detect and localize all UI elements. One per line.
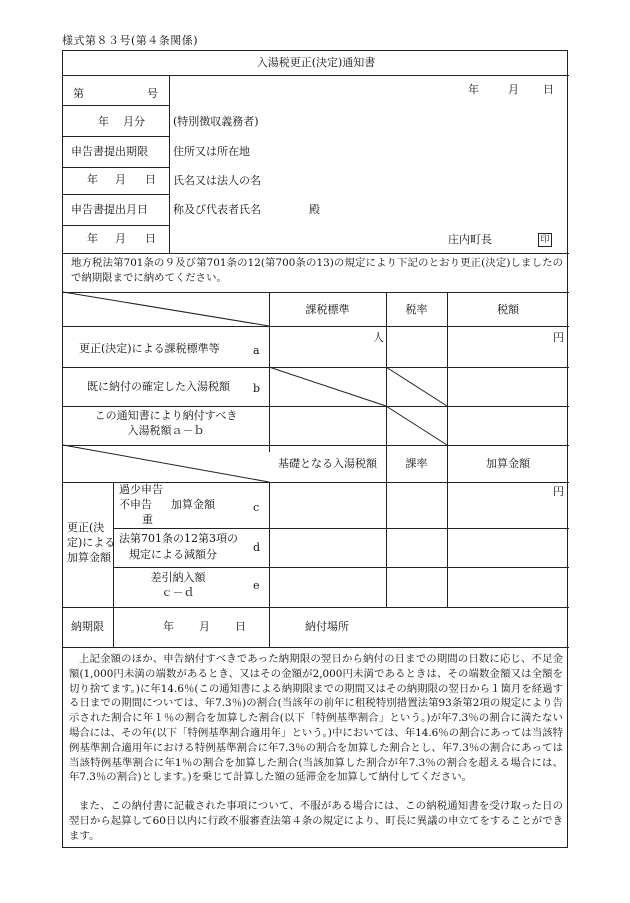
rule	[447, 292, 448, 607]
rule	[113, 607, 114, 647]
unit-yen-2: 円	[553, 485, 564, 498]
name-label: 氏名又は法人の名	[173, 174, 261, 187]
row-c-heavy: 重	[142, 513, 153, 526]
rule	[63, 194, 169, 195]
pay-deadline-month: 月	[199, 620, 210, 633]
col-header-rate2: 課率	[405, 457, 428, 470]
issue-year: 年	[468, 83, 479, 96]
notice-text: 地方税法第701条の９及び第701条の12(第700条の13)の規定により下記のとおり更正(決定)しましたので納期限までに納めてください。	[71, 257, 563, 284]
row-label-c-line2: 入湯税額ａ－ｂ	[127, 424, 205, 437]
group-label-line1: 更正(決	[67, 521, 105, 534]
rule	[269, 607, 270, 647]
row-c-no-report: 不申告	[119, 498, 152, 511]
group-label-line3: 加算金額	[67, 551, 111, 564]
c-rate-diagonal	[386, 406, 447, 445]
rule	[63, 607, 569, 608]
mayor-label: 庄内町長	[448, 233, 492, 246]
b-base-diagonal	[269, 367, 386, 406]
period-year: 年	[98, 115, 109, 128]
rule	[63, 326, 569, 327]
honorific: 殿	[309, 203, 320, 216]
rule	[63, 445, 569, 446]
b-rate-diagonal	[386, 367, 447, 406]
rule	[113, 567, 569, 568]
row-e-line2: ｃ－ｄ	[161, 586, 195, 599]
col-header-tax-amount: 税額	[497, 303, 519, 316]
rule	[386, 292, 387, 607]
address-label: 住所又は所在地	[173, 145, 250, 158]
filing-date-day: 日	[145, 232, 156, 245]
seal-mark: 印	[538, 233, 552, 247]
rule	[63, 136, 169, 137]
col-header-surcharge: 加算金額	[486, 457, 530, 470]
rule	[63, 253, 569, 254]
payment-place-label: 納付場所	[305, 620, 349, 633]
representative-label: 称及び代表者氏名	[173, 203, 261, 216]
pay-deadline-year: 年	[163, 620, 174, 633]
filing-deadline-label: 申告書提出期限	[71, 145, 148, 158]
deadline-year: 年	[87, 173, 98, 186]
notice-number-suffix: 号	[147, 87, 158, 100]
deadline-day: 日	[145, 173, 156, 186]
row-key-b: b	[253, 382, 261, 395]
rule	[63, 367, 569, 368]
issue-day: 日	[543, 83, 554, 96]
rule	[63, 105, 169, 106]
rule	[269, 482, 270, 607]
form-frame	[62, 50, 568, 848]
row-c-label: 加算金額	[171, 498, 215, 511]
rule	[63, 647, 569, 648]
deadline-month: 月	[115, 173, 126, 186]
pay-deadline-day: 日	[235, 620, 246, 633]
group-label-line2: 定)による	[67, 536, 116, 549]
deadline-label: 納期限	[71, 620, 104, 633]
row-e-line1: 差引納入額	[150, 571, 206, 584]
row-label-c-line1: この通知書により納付すべき	[94, 409, 238, 422]
col-header-tax-base: 課税標準	[305, 303, 350, 316]
issue-month: 月	[508, 83, 519, 96]
filing-date-year: 年	[87, 232, 98, 245]
row-key-a: a	[253, 344, 260, 357]
row-d-line1: 法第701条の12第3項の	[119, 532, 238, 545]
col-header-rate: 税率	[405, 303, 428, 316]
filing-date-label: 申告書提出月日	[71, 203, 148, 216]
rule	[63, 292, 569, 293]
row-key-c: c	[253, 501, 260, 514]
rule	[63, 225, 169, 226]
rule	[113, 528, 569, 529]
unit-yen: 円	[553, 331, 564, 344]
period-month: 月分	[123, 115, 145, 128]
filing-date-month: 月	[115, 232, 126, 245]
remarks-paragraph-1: 上記金額のほか、申告納付すべきであった納期限の翌日から納付の日までの期間の日数に応じ、不足金額(1,000円未満の端数があるとき、又はその金額が2,000円未満であるときは、その端数金額又は全額を切り捨てます。)に年14.6％(この通知書による納期限までの期間又はその納期限の翌日から１箇月を経過する日までの期間については、年7.3％)の割合(当該年の前年に租税特別措置法第93条第2項の規定により告示された割合に年１％の割合を加算した割合(以下「特例基準割合」という。)が年7.3％の割合に満たない場合には、その年(以下「特例基準割合適用年」という。)中においては、年14.6％の割合にあっては当該特例基準割合適用年における特例基準割合に年7.3％の割合を加算した割合とし、年7.3％の割合にあっては当該特例基準割合に年1％の割合を加算した割合(当該加算した割合が年7.3％の割合を超える場合には、年7.3％の割合)とします。)を乗じて計算した額の延滞金を加算して納付してください。	[69, 653, 563, 784]
rule	[63, 75, 569, 76]
rule	[63, 406, 569, 407]
row-label-b: 既に納付の確定した入湯税額	[87, 380, 230, 393]
header-diagonal	[63, 292, 269, 326]
row-d-line2: 規定による減額分	[129, 548, 217, 561]
row-label-a: 更正(決定)による課税標準等	[79, 342, 220, 355]
form-number: 様式第８３号(第４条関係)	[62, 34, 199, 47]
row-key-d: d	[253, 541, 261, 554]
row-key-e: e	[253, 579, 260, 592]
header2-diagonal	[63, 445, 269, 482]
row-c-under-report: 過少申告	[119, 483, 163, 496]
remarks-paragraph-2: また、この納付書に記載された事項について、不服がある場合には、この納税通知書を受け取った日の翌日から起算して60日以内に行政不服審査法第４条の規定により、町長に異議の申立てをすることができます。	[69, 800, 563, 842]
form-title: 入湯税更正(決定)通知書	[256, 56, 376, 69]
col-header-base-tax: 基礎となる入湯税額	[278, 457, 377, 470]
unit-person: 人	[373, 331, 384, 344]
rule	[63, 167, 169, 168]
rule	[169, 75, 170, 253]
special-collector-label: (特別徴収義務者)	[173, 115, 259, 128]
notice-number-label: 第	[73, 87, 84, 100]
